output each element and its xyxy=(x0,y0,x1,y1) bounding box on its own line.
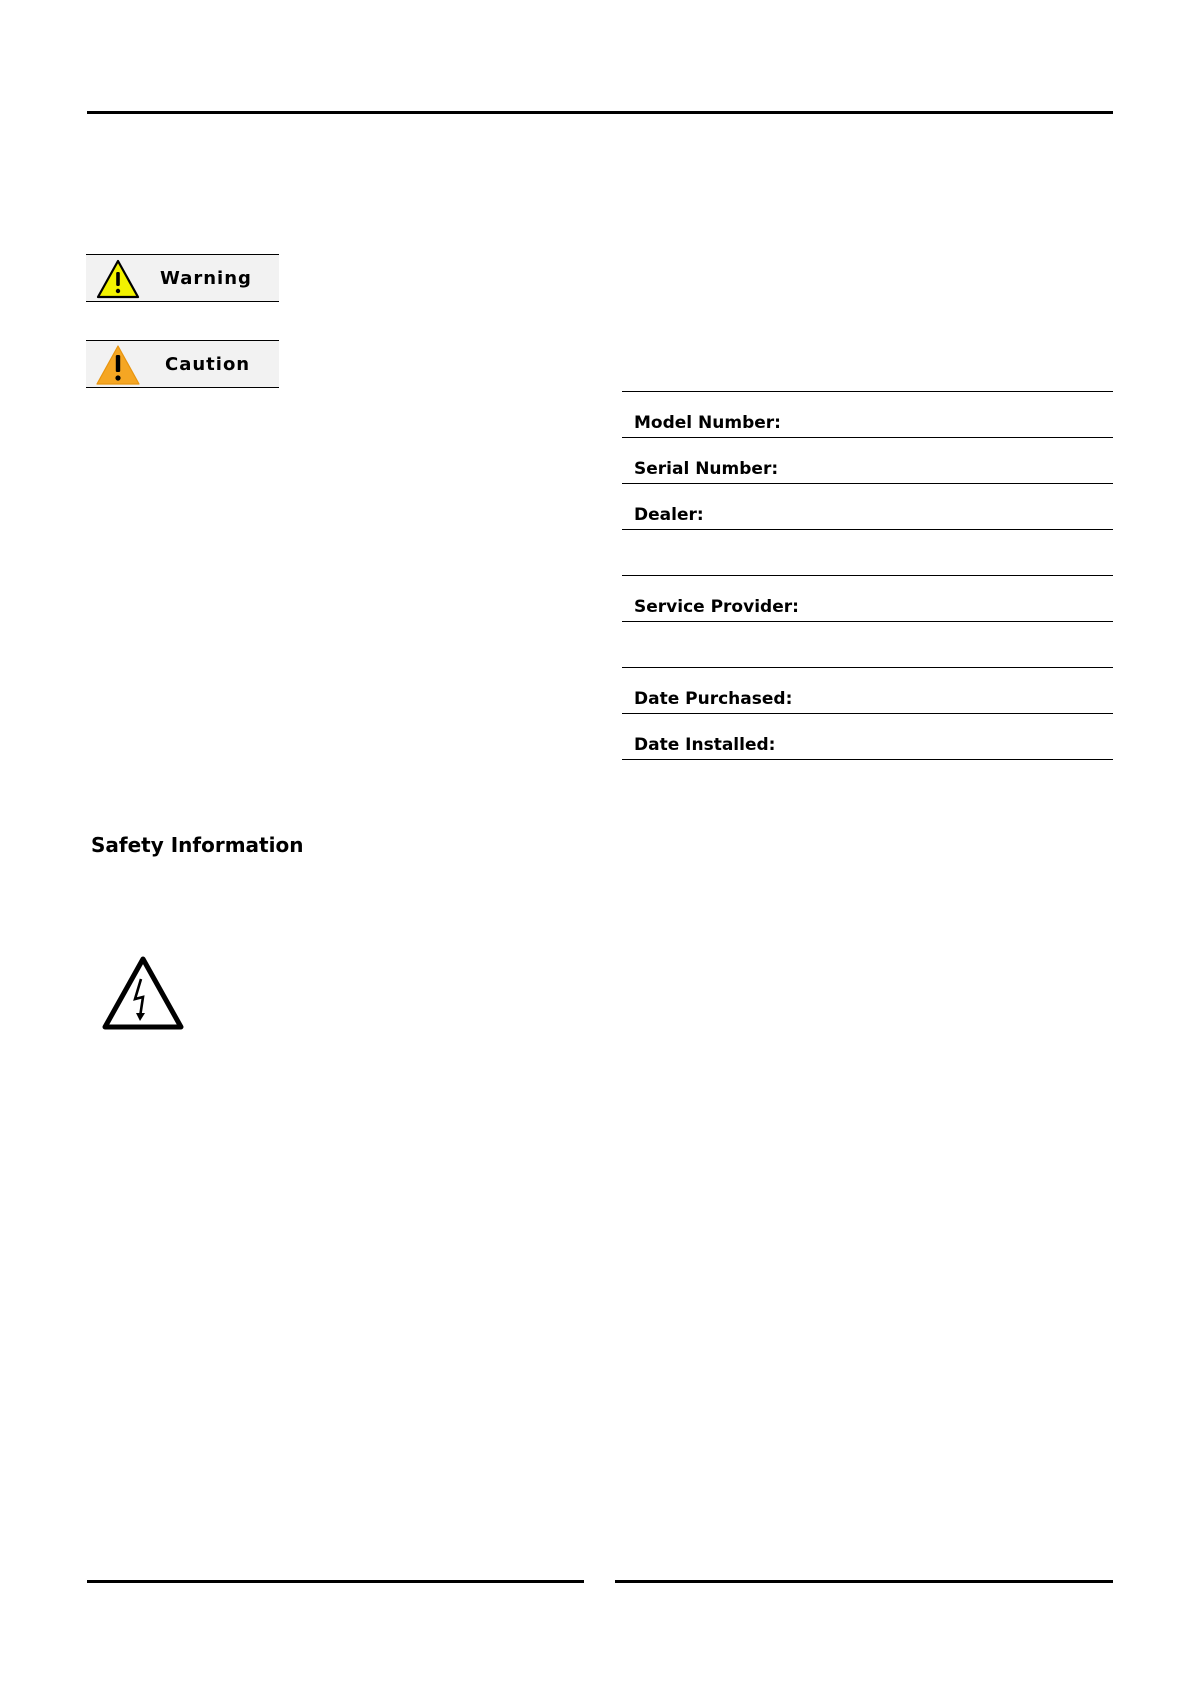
model-number-label: Model Number: xyxy=(634,413,781,433)
service-provider-label: Service Provider: xyxy=(634,597,799,617)
service-provider-row xyxy=(622,576,1113,622)
warning-label: Warning xyxy=(160,268,252,289)
product-record-form xyxy=(622,391,1113,760)
high-voltage-icon xyxy=(101,955,185,1031)
service-provider-field[interactable] xyxy=(802,593,1105,617)
serial-number-field[interactable] xyxy=(802,455,1105,479)
date-purchased-label: Date Purchased: xyxy=(634,689,793,709)
dealer-continued-field[interactable] xyxy=(634,547,1105,571)
footer-rule-left xyxy=(87,1580,584,1583)
caution-label: Caution xyxy=(165,354,251,375)
service-provider-continued-field[interactable] xyxy=(634,639,1105,663)
date-installed-field[interactable] xyxy=(802,731,1105,755)
dealer-field[interactable] xyxy=(802,501,1105,525)
caution-signal-box xyxy=(86,340,279,388)
header-rule xyxy=(87,111,1113,114)
warning-signal-box xyxy=(86,254,279,302)
dealer-label: Dealer: xyxy=(634,505,704,525)
date-purchased-row xyxy=(622,668,1113,714)
caution-triangle-icon xyxy=(96,345,140,385)
serial-number-row xyxy=(622,438,1113,484)
warning-triangle-icon xyxy=(96,259,140,299)
service-provider-continued-row xyxy=(622,622,1113,668)
dealer-row xyxy=(622,484,1113,530)
safety-information-heading: Safety Information xyxy=(91,833,304,857)
date-purchased-field[interactable] xyxy=(802,685,1105,709)
model-number-field[interactable] xyxy=(802,409,1105,433)
serial-number-label: Serial Number: xyxy=(634,459,779,479)
dealer-continued-row xyxy=(622,530,1113,576)
date-installed-row xyxy=(622,714,1113,760)
date-installed-label: Date Installed: xyxy=(634,735,776,755)
model-number-row xyxy=(622,392,1113,438)
footer-rule-right xyxy=(615,1580,1113,1583)
